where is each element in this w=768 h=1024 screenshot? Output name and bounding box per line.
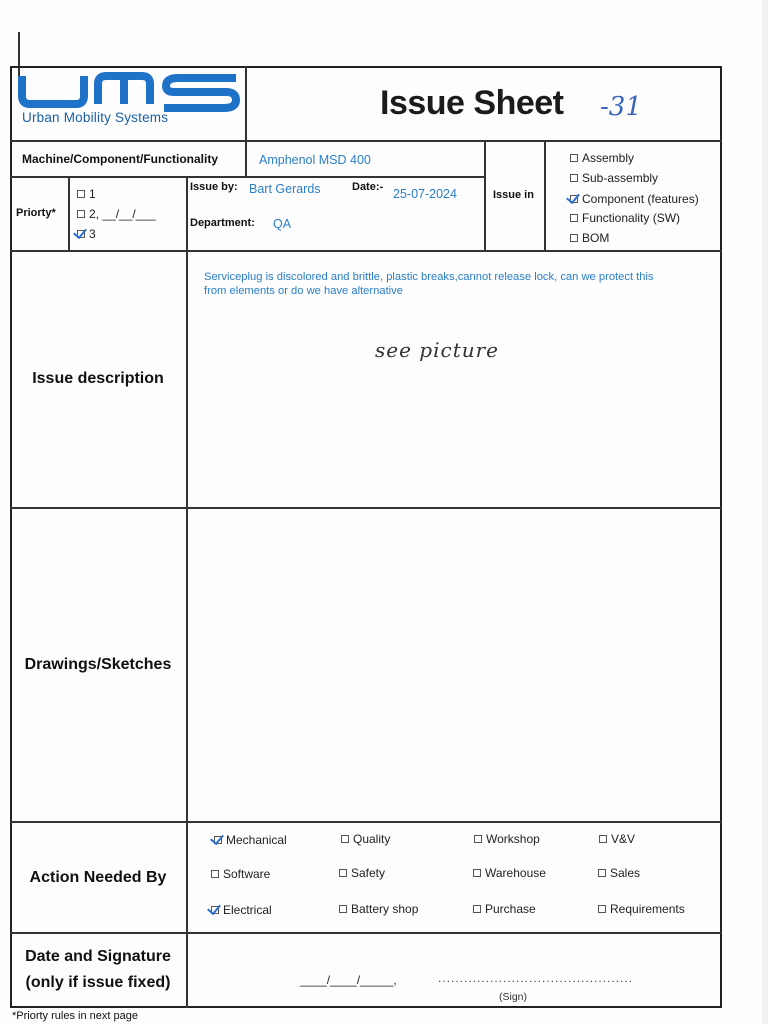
drawings-area[interactable] — [188, 509, 720, 820]
priority-option-label: 3 — [89, 227, 96, 241]
signature-label-line1: Date and Signature — [25, 948, 171, 965]
action-option-label: Safety — [351, 866, 386, 880]
priority-label: Priorty* — [16, 207, 56, 219]
logo-subtitle: Urban Mobility Systems — [22, 110, 169, 125]
col-divider-issue-in-options — [544, 140, 546, 250]
action-checkbox-1[interactable] — [341, 835, 349, 843]
issue-in-checkbox-1[interactable] — [570, 174, 578, 182]
col-divider-priority-label — [68, 176, 70, 250]
sheet-number: -31 — [600, 92, 642, 122]
issue-in-checkbox-4[interactable] — [570, 234, 578, 242]
issue-description-label: Issue description — [32, 370, 164, 387]
signature-date-field[interactable]: ____/____/_____, — [300, 973, 397, 987]
row-divider-drawings — [10, 821, 722, 823]
col-divider-issue-in-label — [484, 140, 486, 250]
scan-edge — [762, 0, 768, 1024]
department-value[interactable]: QA — [273, 217, 292, 231]
sign-label: (Sign) — [499, 991, 528, 1003]
priority-option-label: 2, __/__/___ — [89, 207, 156, 221]
action-option-label: Battery shop — [351, 902, 419, 916]
department-label: Department: — [190, 217, 255, 229]
drawings-label: Drawings/Sketches — [24, 656, 172, 673]
row-divider-machine — [10, 176, 484, 178]
issue-by-value[interactable]: Bart Gerards — [249, 182, 321, 196]
issue-in-label: Issue in — [493, 189, 534, 201]
action-option-label: Requirements — [610, 902, 685, 916]
handwritten-note: see picture — [375, 338, 500, 362]
footnote: *Priorty rules in next page — [12, 1010, 138, 1022]
priority-checkbox-2[interactable] — [77, 230, 85, 238]
action-checkbox-5[interactable] — [339, 869, 347, 877]
action-option-label: Software — [223, 867, 271, 881]
action-checkbox-2[interactable] — [474, 835, 482, 843]
col-divider-priority-options — [186, 176, 188, 250]
action-checkbox-4[interactable] — [211, 870, 219, 878]
action-checkbox-7[interactable] — [598, 869, 606, 877]
action-checkbox-6[interactable] — [473, 869, 481, 877]
action-needed-label: Action Needed By — [29, 869, 167, 886]
signature-label-line2: (only if issue fixed) — [25, 974, 171, 991]
action-checkbox-0[interactable] — [214, 836, 222, 844]
issue-in-option-label: Assembly — [582, 151, 635, 165]
action-checkbox-8[interactable] — [211, 906, 219, 914]
action-option-label: Sales — [610, 866, 641, 880]
issue-by-label: Issue by: — [190, 181, 238, 193]
issue-in-option-label: BOM — [582, 231, 610, 245]
priority-checkbox-0[interactable] — [77, 190, 85, 198]
col-divider-logo — [245, 66, 247, 140]
action-option-label: Electrical — [223, 903, 272, 917]
row-divider-header — [10, 140, 722, 142]
action-option-label: V&V — [611, 832, 636, 846]
issue-in-checkbox-0[interactable] — [570, 154, 578, 162]
col-divider-machine — [245, 140, 247, 176]
action-option-label: Quality — [353, 832, 391, 846]
machine-value[interactable]: Amphenol MSD 400 — [259, 153, 371, 167]
date-label: Date:- — [352, 181, 384, 193]
issue-in-checkbox-2[interactable] — [570, 195, 578, 203]
priority-checkbox-1[interactable] — [77, 210, 85, 218]
action-checkbox-11[interactable] — [598, 905, 606, 913]
issue-in-option-label: Functionality (SW) — [582, 211, 681, 225]
action-checkbox-3[interactable] — [599, 835, 607, 843]
issue-in-checkbox-3[interactable] — [570, 214, 578, 222]
action-option-label: Workshop — [486, 832, 540, 846]
ums-logo — [14, 70, 244, 138]
action-option-label: Purchase — [485, 902, 536, 916]
issue-in-option-label: Sub-assembly — [582, 171, 659, 185]
ums-logo-mark — [14, 70, 244, 112]
issue-description-line2[interactable]: from elements or do we have alternative — [204, 285, 403, 297]
priority-option-label: 1 — [89, 187, 96, 201]
action-option-label: Mechanical — [226, 833, 287, 847]
machine-label: Machine/Component/Functionality — [22, 152, 219, 166]
row-divider-priority — [10, 250, 722, 252]
action-option-label: Warehouse — [485, 866, 546, 880]
date-value[interactable]: 25-07-2024 — [393, 187, 457, 201]
action-checkbox-10[interactable] — [473, 905, 481, 913]
row-divider-action — [10, 932, 722, 934]
action-checkbox-9[interactable] — [339, 905, 347, 913]
issue-in-option-label: Component (features) — [582, 192, 699, 206]
page-title: Issue Sheet — [380, 84, 564, 122]
issue-description-line1[interactable]: Serviceplug is discolored and brittle, plastic breaks,cannot release lock, can we protect this — [204, 271, 654, 283]
signature-line[interactable]: ............................................. — [438, 971, 634, 985]
